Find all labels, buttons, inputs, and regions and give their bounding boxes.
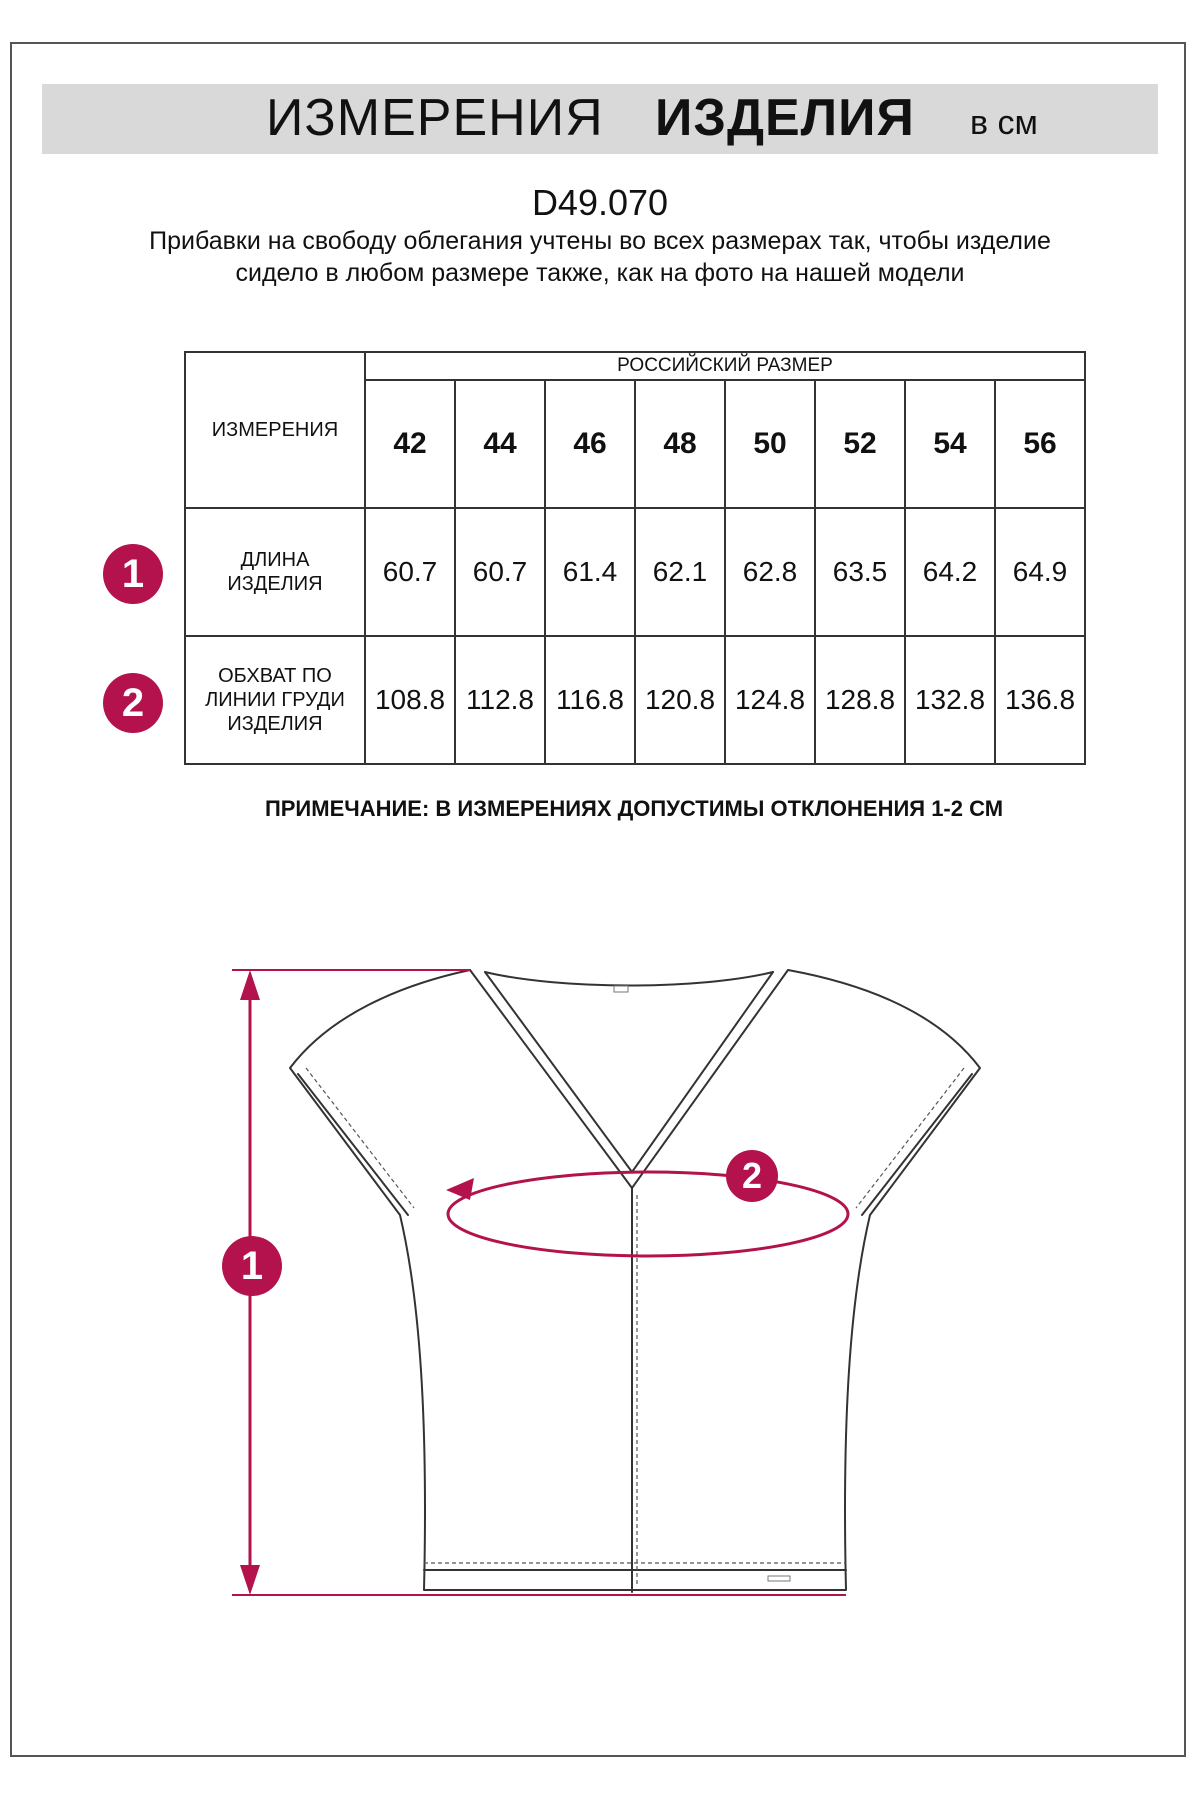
- neck-label: [614, 986, 628, 992]
- table-cell: 132.8: [905, 636, 995, 764]
- table-cell: 64.2: [905, 508, 995, 636]
- table-cell: 64.9: [995, 508, 1085, 636]
- sleeve-stitch-left: [306, 1068, 414, 1208]
- sleeve-stitch-right: [856, 1068, 964, 1208]
- table-cell: 61.4: [545, 508, 635, 636]
- length-arrow-head-top: [240, 970, 260, 1000]
- row-label-line: ИЗДЕЛИЯ: [227, 573, 323, 595]
- size-header: 44: [455, 380, 545, 508]
- table-cell: 124.8: [725, 636, 815, 764]
- sleeve-hem-left: [298, 1074, 408, 1215]
- title-regular: ИЗМЕРЕНИЯ: [266, 89, 604, 147]
- row-label-line: ДЛИНА: [240, 549, 310, 571]
- garment-outline: [290, 970, 980, 1590]
- tolerance-note: ПРИМЕЧАНИЕ: В ИЗМЕРЕНИЯХ ДОПУСТИМЫ ОТКЛОНЕНИЯ 1-2 СМ: [264, 796, 1004, 821]
- title-unit: в см: [970, 104, 1038, 142]
- back-neck: [485, 972, 773, 986]
- size-header: 54: [905, 380, 995, 508]
- table-cell: 60.7: [365, 508, 455, 636]
- table-cell: 62.8: [725, 508, 815, 636]
- row-marker-1: 1: [103, 544, 163, 604]
- table-cell: 112.8: [455, 636, 545, 764]
- size-group-header: РОССИЙСКИЙ РАЗМЕР: [365, 352, 1085, 380]
- fit-description: Прибавки на свободу облегания учтены во всех размерах так, чтобы изделие сидело в любом размере также, как на фото на нашей модели: [149, 227, 1051, 287]
- size-header: 50: [725, 380, 815, 508]
- size-header: 48: [635, 380, 725, 508]
- length-arrow-head-bottom: [240, 1565, 260, 1595]
- size-header: 42: [365, 380, 455, 508]
- table-cell: 116.8: [545, 636, 635, 764]
- diagram-marker-1: 1: [222, 1236, 282, 1296]
- size-header: 56: [995, 380, 1085, 508]
- size-header: 52: [815, 380, 905, 508]
- row-label-line: ИЗДЕЛИЯ: [227, 713, 323, 735]
- row-label-line: ОБХВАТ ПО: [218, 665, 332, 687]
- row-label-line: ЛИНИИ ГРУДИ: [205, 689, 345, 711]
- table-cell: 108.8: [365, 636, 455, 764]
- table-cell: 62.1: [635, 508, 725, 636]
- table-cell: 136.8: [995, 636, 1085, 764]
- diagram-marker-2: 2: [726, 1150, 778, 1202]
- row-marker-2: 2: [103, 673, 163, 733]
- table-cell: 60.7: [455, 508, 545, 636]
- table-cell: 128.8: [815, 636, 905, 764]
- table-cell: 120.8: [635, 636, 725, 764]
- brand-label: [768, 1576, 790, 1581]
- chest-ellipse: [448, 1172, 848, 1256]
- neckline-inner: [485, 972, 773, 1172]
- product-code: D49.070: [531, 182, 669, 223]
- size-header: 46: [545, 380, 635, 508]
- title-bold: ИЗДЕЛИЯ: [655, 89, 915, 147]
- sleeve-hem-right: [862, 1074, 972, 1215]
- table-cell: 63.5: [815, 508, 905, 636]
- measurements-header: ИЗМЕРЕНИЯ: [185, 352, 365, 508]
- chest-arrow-head: [446, 1178, 474, 1200]
